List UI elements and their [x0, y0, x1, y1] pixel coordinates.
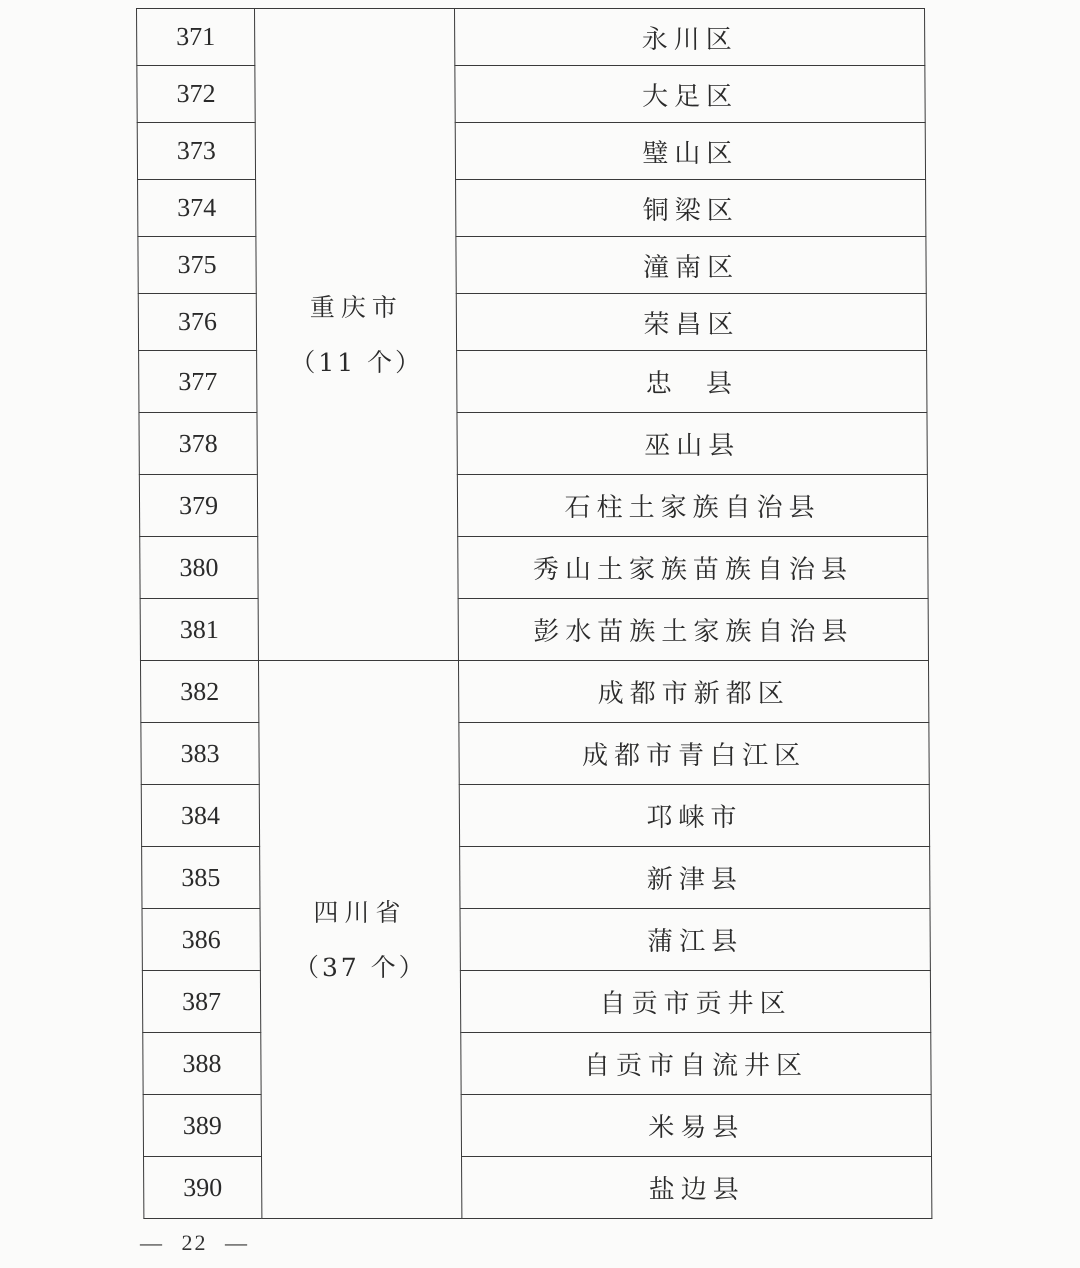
row-number: 379 — [139, 475, 257, 537]
county-name: 自贡市贡井区 — [460, 971, 930, 1033]
row-number: 388 — [143, 1033, 261, 1095]
county-name: 新津县 — [460, 847, 930, 909]
county-name: 巫山县 — [457, 413, 927, 475]
county-name: 成都市青白江区 — [459, 723, 929, 785]
province-name: 重庆市 — [309, 292, 403, 322]
province-name: 四川省 — [313, 897, 407, 927]
row-number: 385 — [142, 847, 260, 909]
row-number: 382 — [140, 661, 258, 723]
row-number: 386 — [142, 909, 260, 971]
county-name: 璧山区 — [455, 123, 925, 180]
province-cell-chongqing — [255, 9, 459, 661]
row-number: 378 — [139, 413, 257, 475]
row-number: 381 — [140, 599, 258, 661]
province-cell-sichuan — [258, 661, 461, 1219]
row-number: 387 — [142, 971, 260, 1033]
county-name: 石柱土家族自治县 — [457, 475, 927, 537]
province-count: （11 个） — [290, 347, 424, 377]
county-list-table — [136, 8, 932, 1219]
page-number: — 22 — — [140, 1230, 249, 1255]
county-name: 秀山土家族苗族自治县 — [458, 537, 928, 599]
county-name: 彭水苗族土家族自治县 — [458, 599, 928, 661]
county-name: 邛崃市 — [459, 785, 929, 847]
row-number: 375 — [138, 237, 256, 294]
row-number: 390 — [144, 1157, 262, 1219]
row-number: 376 — [138, 294, 256, 351]
county-name: 蒲江县 — [460, 909, 930, 971]
row-number: 372 — [137, 66, 255, 123]
row-number: 374 — [138, 180, 256, 237]
county-name: 大足区 — [455, 66, 925, 123]
county-name: 荣昌区 — [456, 294, 926, 351]
county-name: 潼南区 — [456, 237, 926, 294]
county-name: 成都市新都区 — [458, 661, 928, 723]
row-number: 383 — [141, 723, 259, 785]
row-number: 389 — [143, 1095, 261, 1157]
county-name: 铜梁区 — [456, 180, 926, 237]
county-name: 忠 县 — [457, 351, 927, 413]
row-number: 377 — [139, 351, 257, 413]
county-name: 自贡市自流井区 — [461, 1033, 931, 1095]
table-row — [140, 661, 928, 723]
county-name: 永川区 — [455, 9, 925, 66]
province-count: （37 个） — [293, 952, 427, 982]
row-number: 380 — [140, 537, 258, 599]
row-number: 373 — [137, 123, 255, 180]
county-name: 盐边县 — [462, 1157, 932, 1219]
row-number: 384 — [141, 785, 259, 847]
row-number: 371 — [137, 9, 255, 66]
county-name: 米易县 — [461, 1095, 931, 1157]
table-row — [137, 9, 925, 66]
